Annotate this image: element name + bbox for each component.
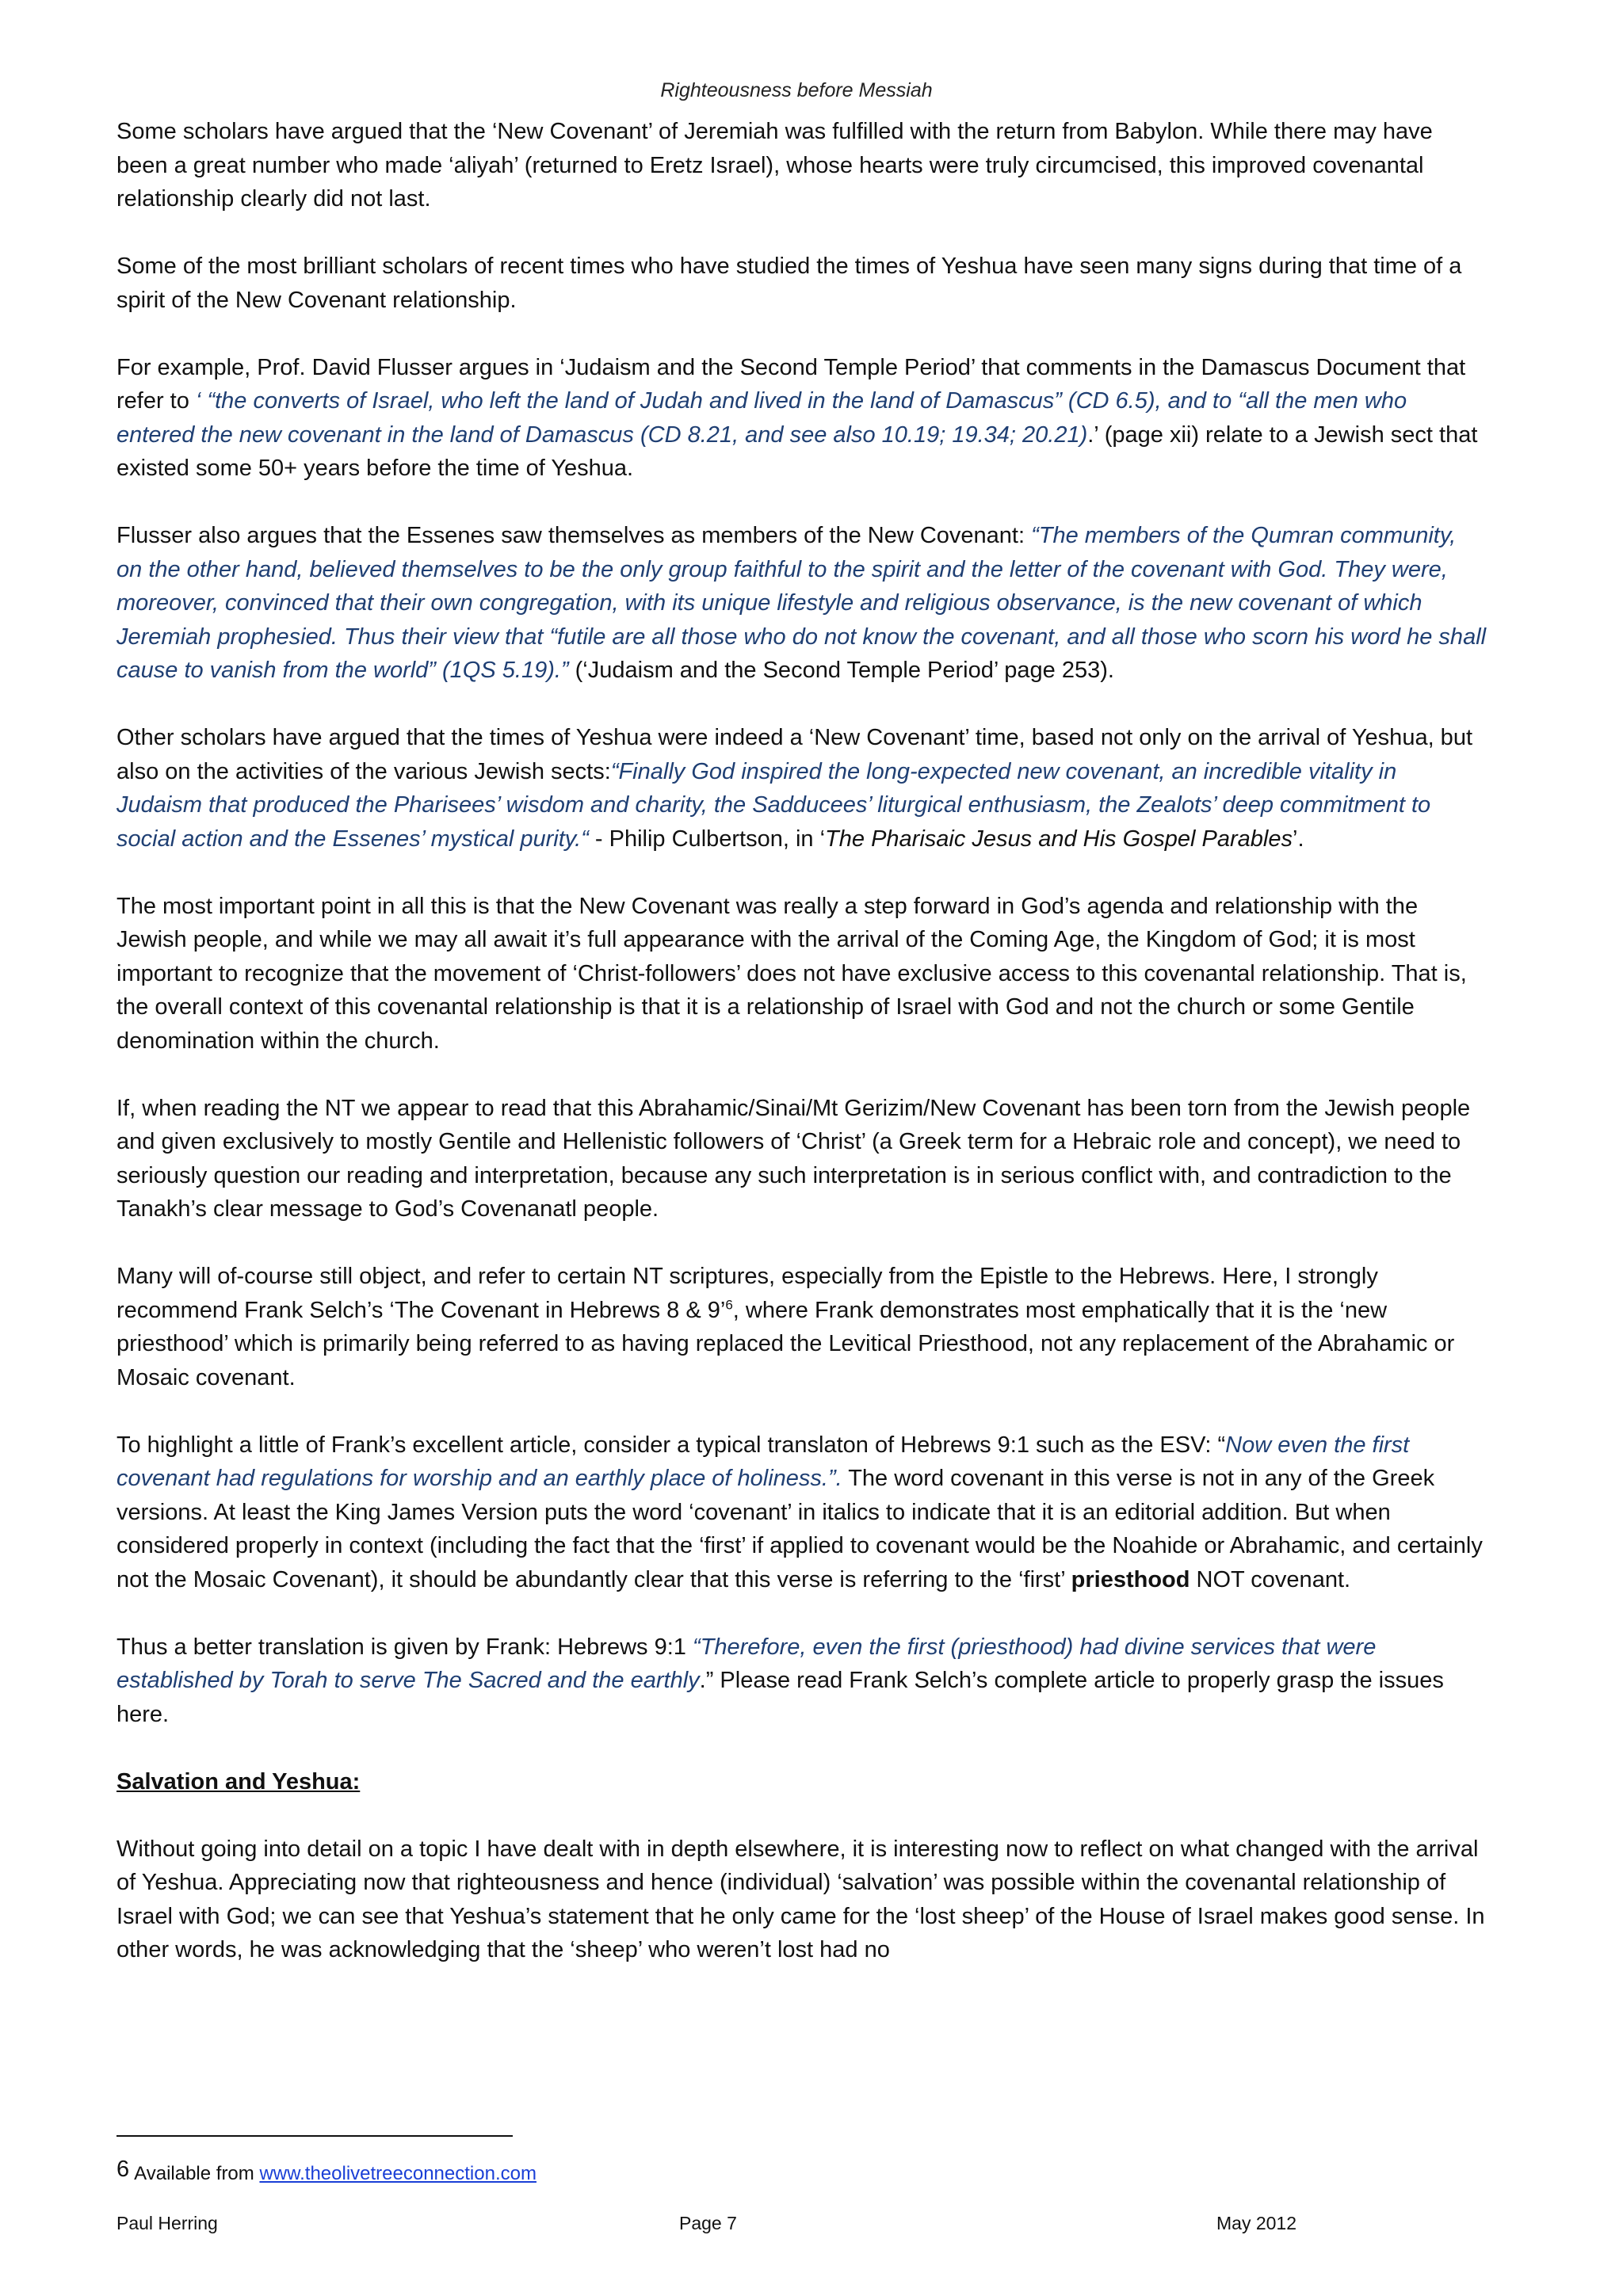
paragraph-5-end: ’. — [1293, 826, 1304, 852]
paragraph-9 — [116, 1428, 1487, 1597]
quotation: ‘ “the converts of Israel, who left the land of Judah and lived in the land of Damascus” (CD 6.5), and to “all the men who entered the new covenant in the land of Damascus (CD 8.21, and see also 10.19; 19.34; 20.21) — [116, 388, 1407, 448]
footer-page-number: Page 7 — [679, 2213, 737, 2233]
paragraph-4-text-end: (‘Judaism and the Second Temple Period’ page 253). — [568, 658, 1114, 683]
paragraph-5-attribution: - Philip Culbertson, in ‘ — [588, 826, 826, 852]
quotation: Now even the first covenant had regulations for worship and an earthly place of holiness.”. — [116, 1432, 1410, 1491]
footnote-number: 6 — [116, 2157, 130, 2182]
footer-author: Paul Herring — [116, 2213, 218, 2233]
footnote — [116, 2153, 537, 2190]
paragraph-5 — [116, 721, 1487, 856]
quotation: “The members of the Qumran community, on the other hand, believed themselves to be the only group faithful to the spirit and the letter of the covenant with God. They were, moreover, convinced that their own congregation, with its unique lifestyle and religious observance, is the new covenant of which Jeremiah prophesied. Thus their view that “futile are all those who do not know the covenant, and all those who scorn his word he shall cause to vanish from the world” (1QS 5.19).” — [116, 523, 1487, 683]
quotation: “Therefore, even the first (priesthood) had divine services that were established by Torah to serve The Sacred and the earthly — [116, 1634, 1377, 1693]
paragraph-3 — [116, 351, 1487, 486]
paragraph-8-text: Many will of-course still object, and refer to certain NT scriptures, especially from the Epistle to the Hebrews. Here, I strongly recommend Frank Selch’s ‘The Covenant in Hebrews 8 & 9’ — [116, 1264, 1378, 1323]
quotation: “Finally God inspired the long-expected new covenant, an incredible vitality in Judaism that produced the Pharisees’ wisdom and charity, the Sadducees’ liturgical enthusiasm, the Zealots’ deep commitment to social action and the Essenes’ mystical purity.“ — [116, 758, 1431, 852]
footnote-reference[interactable]: 6 — [725, 1296, 733, 1312]
paragraph-6: The most important point in all this is that the New Covenant was really a step forward in God’s agenda and relationship with the Jewish people, and while we may all await it’s full appearance with the arrival of the Coming Age, the Kingdom of God; it is most important to recognize that the movement of ‘Christ-followers’ does not have exclusive access to this covenantal relationship. That is, the overall context of this covenantal relationship is that it is a relationship of Israel with God and not the church or some Gentile denomination within the church. — [116, 893, 1467, 1054]
footnote-text: Available from — [134, 2163, 260, 2184]
section-heading: Salvation and Yeshua: — [116, 1768, 361, 1794]
footer-date: May 2012 — [1216, 2213, 1297, 2233]
paragraph-9-text-end: NOT covenant. — [1190, 1566, 1351, 1592]
emphasis-priesthood: priesthood — [1071, 1566, 1190, 1592]
running-header: Righteousness before Messiah — [660, 79, 933, 101]
footnote-link[interactable]: www.theolivetreeconnection.com — [259, 2163, 537, 2184]
book-title: The Pharisaic Jesus and His Gospel Parables — [825, 826, 1293, 852]
paragraph-1: Some scholars have argued that the ‘New Covenant’ of Jeremiah was fulfilled with the return from Babylon. While there may have been a great number who made ‘aliyah’ (returned to Eretz Israel), whose hearts were truly circumcised, this improved covenantal relationship clearly did not last. — [116, 119, 1433, 212]
paragraph-4-text: Flusser also argues that the Essenes saw themselves as members of the New Covenant: — [116, 523, 1032, 548]
paragraph-9-text: To highlight a little of Frank’s excellent article, consider a typical translaton of Hebrews 9:1 such as the ESV: “ — [116, 1432, 1226, 1458]
paragraph-8 — [116, 1260, 1487, 1394]
footnote-divider — [116, 2135, 513, 2137]
paragraph-9-text-mid: The word covenant in this verse is not in any of the Greek versions. At least the King James Version puts the word ‘covenant’ in italics to indicate that it is an editorial addition. But when considered properly in context (including the fact that the ‘first’ if applied to covenant would be the Noahide or Abrahamic, and certainly not the Mosaic Covenant), it should be abundantly clear that this verse is referring to the ‘first’ — [116, 1466, 1483, 1592]
paragraph-10-text: Thus a better translation is given by Frank: Hebrews 9:1 — [116, 1634, 693, 1660]
paragraph-2: Some of the most brilliant scholars of recent times who have studied the times of Yeshua have seen many signs during that time of a spirit of the New Covenant relationship. — [116, 254, 1462, 313]
paragraph-8-text-end: , where Frank demonstrates most emphatically that it is the ‘new priesthood’ which is primarily being referred to as having replaced the Levitical Priesthood, not any replacement of the Abrahamic or Mosaic covenant. — [116, 1297, 1455, 1390]
paragraph-10-text-end: .” Please read Frank Selch’s complete article to properly grasp the issues here. — [116, 1668, 1444, 1727]
paragraph-11: Without going into detail on a topic I have dealt with in depth elsewhere, it is interesting now to reflect on what changed with the arrival of Yeshua. Appreciating now that righteousness and hence (individual) ‘salvation’ was possible within the covenantal relationship of Israel with God; we can see that Yeshua’s statement that he only came for the ‘lost sheep’ of the House of Israel makes good sense. In other words, he was acknowledging that the ‘sheep’ who weren’t lost had no — [116, 1836, 1485, 1962]
paragraph-4 — [116, 519, 1487, 688]
paragraph-10 — [116, 1630, 1487, 1732]
paragraph-3-text-end: .’ (page xii) relate to a Jewish sect that existed some 50+ years before the time of Yeshua. — [116, 421, 1478, 481]
paragraph-7: If, when reading the NT we appear to read that this Abrahamic/Sinai/Mt Gerizim/New Covenant has been torn from the Jewish people and given exclusively to mostly Gentile and Hellenistic followers of ‘Christ’ (a Greek term for a Hebraic role and concept), we need to seriously question our reading and interpretation, because any such interpretation is in serious conflict with, and contradiction to the Tanakh’s clear message to God’s Covenanatl people. — [116, 1095, 1471, 1222]
paragraph-3-text: For example, Prof. David Flusser argues in ‘Judaism and the Second Temple Period’ that comments in the Damascus Document that refer to — [116, 354, 1466, 414]
body-text — [116, 115, 1487, 2000]
paragraph-5-text: Other scholars have argued that the times of Yeshua were indeed a ‘New Covenant’ time, based not only on the arrival of Yeshua, but also on the activities of the various Jewish sects: — [116, 725, 1472, 784]
